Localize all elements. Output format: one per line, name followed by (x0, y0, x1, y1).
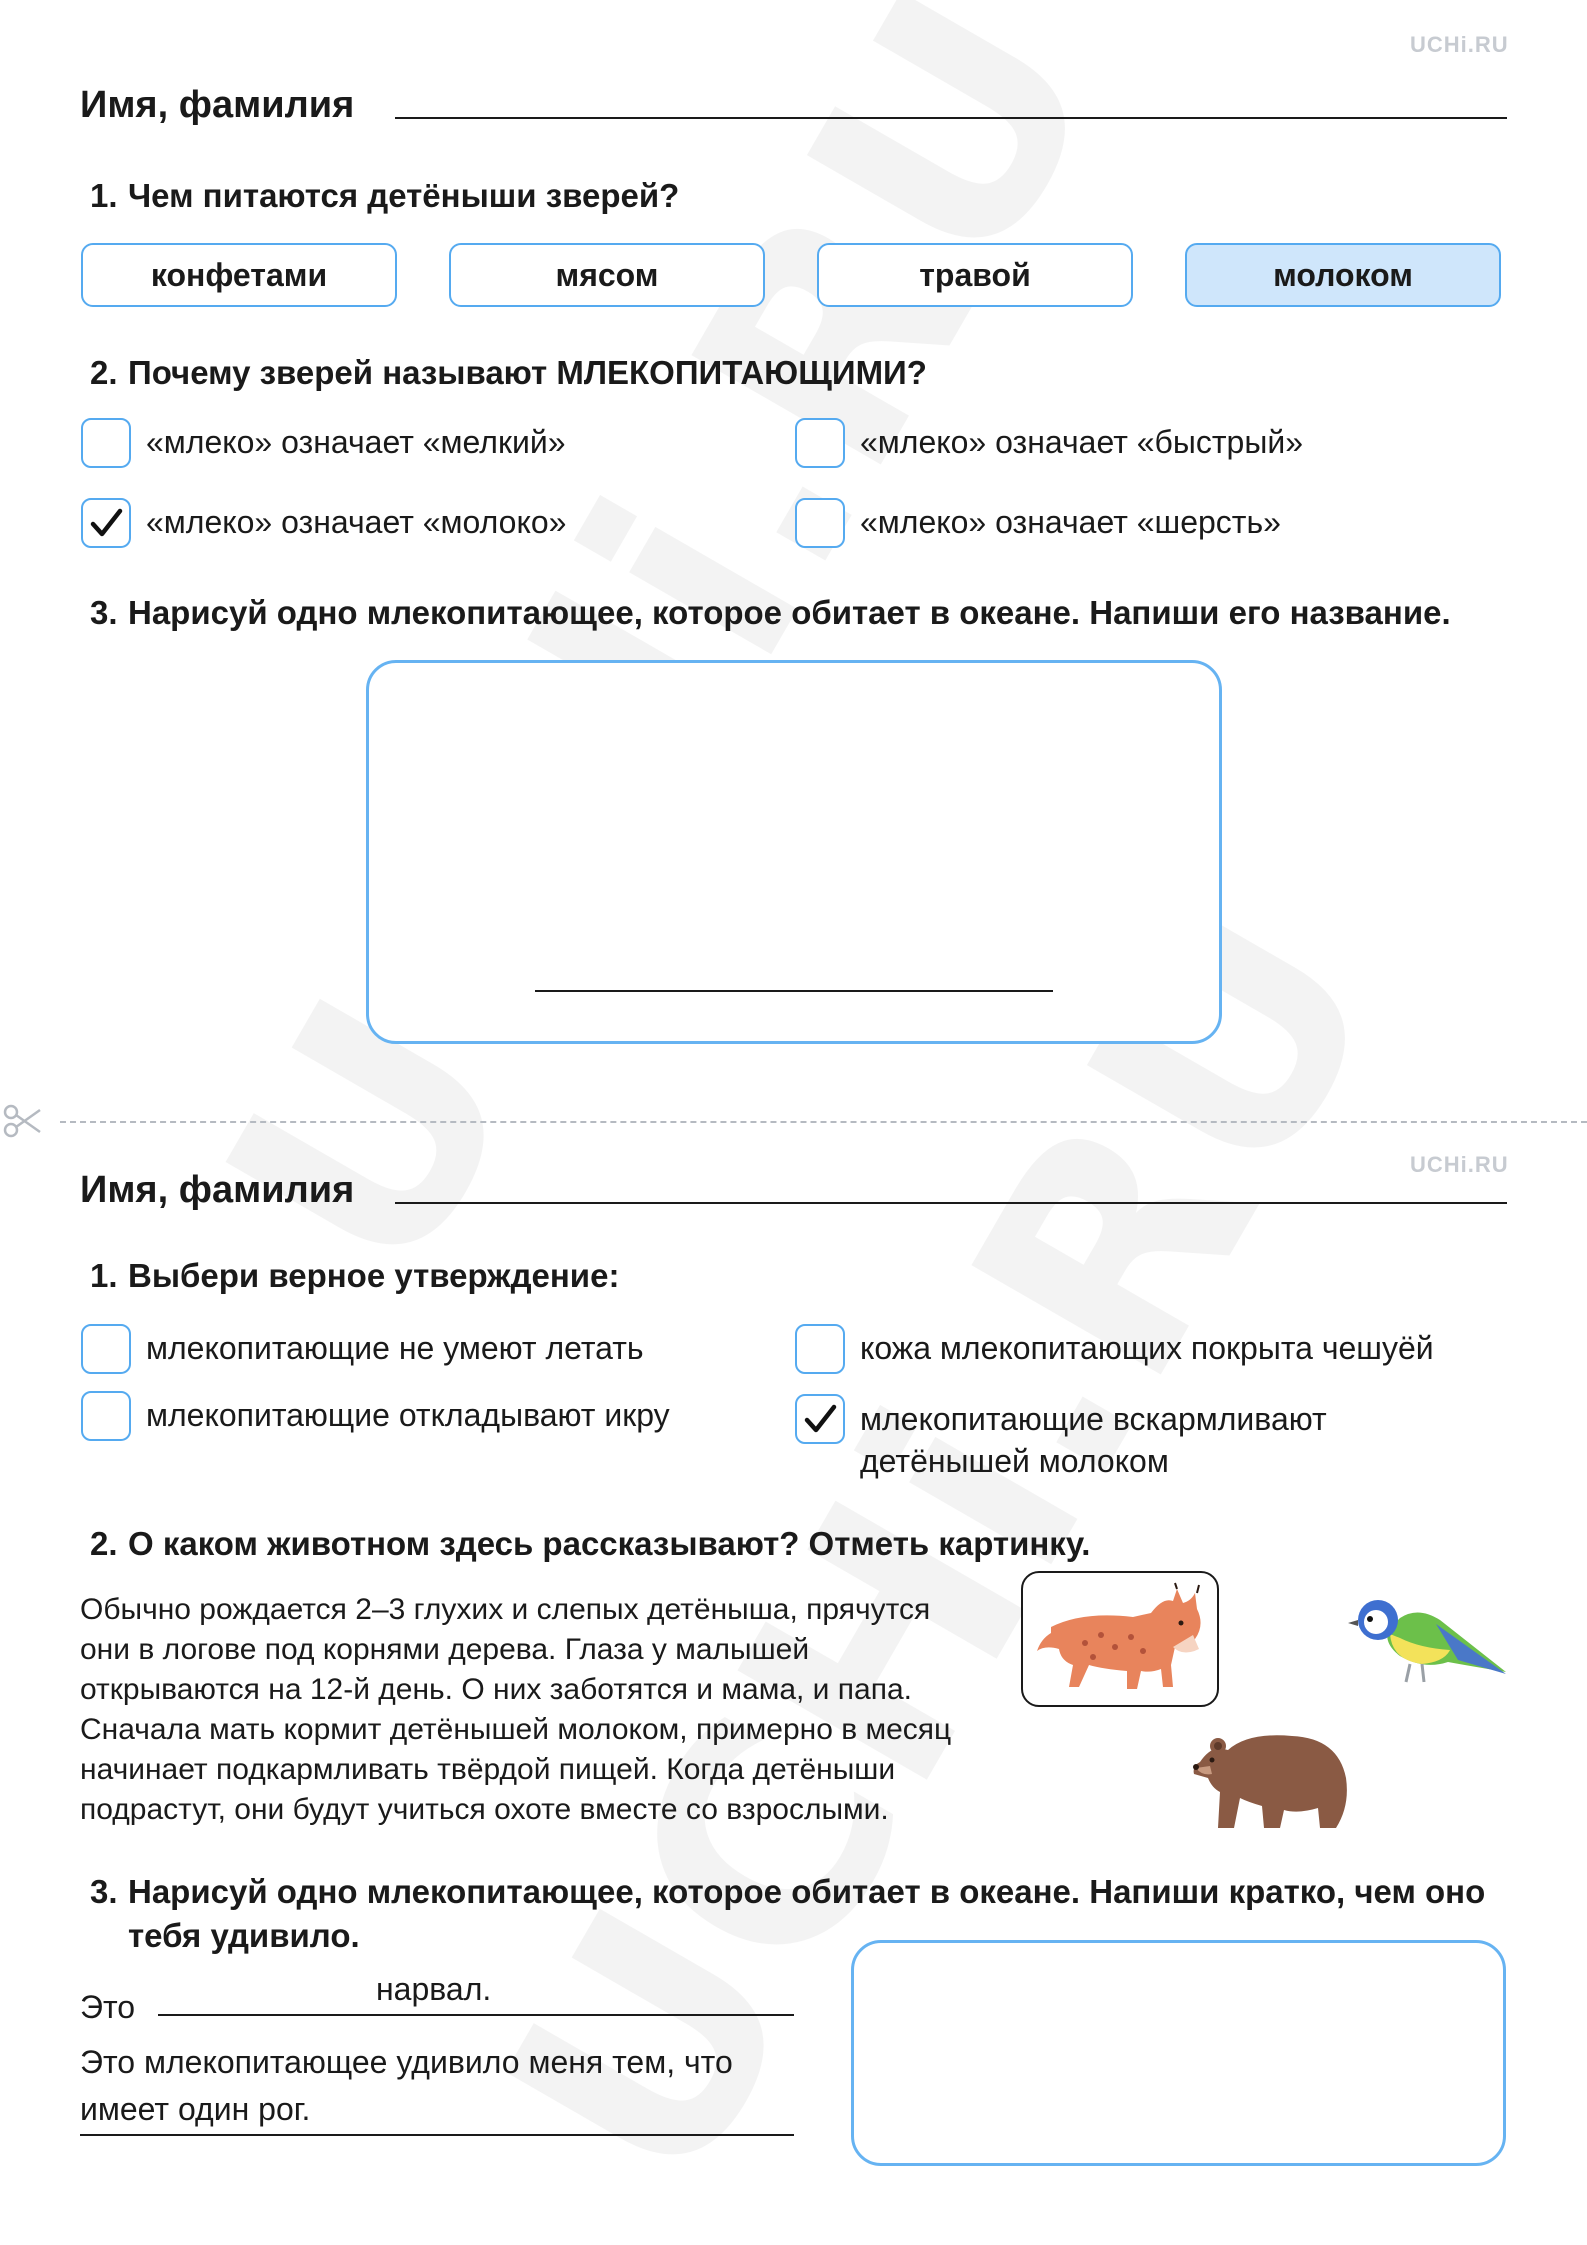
name-label: Имя, фамилия (80, 84, 355, 126)
question-2 (90, 351, 927, 395)
question-text: Нарисуй одно млекопитающее, которое обитает в океане. Напиши его название. (128, 594, 1451, 631)
question-number: 1. (90, 1257, 118, 1294)
question-number: 3. (90, 594, 118, 631)
answer-option-2[interactable]: мясом (449, 243, 765, 307)
answer-line[interactable] (158, 2014, 794, 2016)
picture-option-lynx-selected[interactable] (1021, 1571, 1219, 1707)
answer-option-3[interactable]: травой (817, 243, 1133, 307)
checkbox-label: «млеко» означает «мелкий» (146, 424, 566, 460)
answer-line[interactable] (80, 2134, 794, 2136)
question-text: О каком животном здесь рассказывают? Отметь картинку. (128, 1525, 1091, 1562)
checkbox-label: «млеко» означает «быстрый» (860, 424, 1303, 460)
bird-icon[interactable] (1340, 1590, 1510, 1690)
checkbox-checked[interactable] (81, 498, 131, 548)
bear-icon[interactable] (1188, 1728, 1354, 1832)
question-1 (90, 1254, 619, 1298)
checkbox-label: «млеко» означает «молоко» (146, 504, 567, 540)
name-label: Имя, фамилия (80, 1169, 355, 1211)
answer-option-4-selected[interactable]: молоком (1185, 243, 1501, 307)
checkbox-label: млекопитающие не умеют летать (146, 1330, 644, 1366)
checkbox[interactable] (795, 498, 845, 548)
name-line[interactable] (395, 1202, 1507, 1204)
name-line[interactable] (395, 117, 1507, 119)
story-paragraph: Обычно рождается 2–3 глухих и слепых детёныша, прячутся они в логове под корнями дерева. Глаза у малышей открываются на 12-й день. О них заботятся и мама, и папа. Сначала мать кормит детёнышей молоком, примерно в месяц начинает подкармливать твёрдой пищей. Когда детёныши подрастут, они будут учиться охоте вместе со взрослыми. (80, 1593, 952, 1826)
drawing-area[interactable] (851, 1940, 1506, 2166)
answer-option-1[interactable]: конфетами (81, 243, 397, 307)
question-number: 1. (90, 177, 118, 214)
logo: UCHi.RU (1410, 1152, 1509, 1177)
answer-reason-value[interactable]: имеет один рог. (80, 2091, 311, 2127)
answer-reason-prefix: Это млекопитающее удивило меня тем, что (80, 2044, 733, 2080)
question-text: Нарисуй одно млекопитающее, которое обитает в океане. Напиши кратко, чем оно тебя удивило. (128, 1873, 1486, 1954)
scissors-icon (2, 1104, 42, 1138)
question-3 (90, 591, 1451, 635)
checkbox-label: млекопитающие откладывают икру (146, 1397, 670, 1433)
question-2 (90, 1522, 1090, 1566)
checkmark-icon (801, 1400, 839, 1438)
question-text: Почему зверей называют МЛЕКОПИТАЮЩИМИ? (128, 354, 927, 391)
checkbox[interactable] (795, 418, 845, 468)
checkmark-icon (87, 504, 125, 542)
question-1 (90, 174, 679, 218)
checkbox-label: «млеко» означает «шерсть» (860, 504, 1281, 540)
answer-line[interactable] (535, 990, 1053, 992)
checkbox[interactable] (81, 418, 131, 468)
drawing-area[interactable] (366, 660, 1222, 1044)
checkbox[interactable] (81, 1324, 131, 1374)
answer-name-value[interactable]: нарвал. (376, 1971, 492, 2007)
logo: UCHi.RU (1410, 32, 1509, 57)
lynx-icon (1023, 1573, 1217, 1705)
checkbox[interactable] (81, 1391, 131, 1441)
checkbox-label: кожа млекопитающих покрыта чешуёй (860, 1330, 1434, 1366)
question-number: 2. (90, 1525, 118, 1562)
checkbox-label: млекопитающие вскармливают детёнышей молоком (860, 1401, 1327, 1479)
cut-line (60, 1121, 1587, 1123)
question-text: Выбери верное утверждение: (128, 1257, 620, 1294)
question-number: 3. (90, 1873, 118, 1910)
answer-prefix: Это (80, 1989, 136, 2025)
checkbox-checked[interactable] (795, 1394, 845, 1444)
question-number: 2. (90, 354, 118, 391)
question-text: Чем питаются детёныши зверей? (128, 177, 680, 214)
checkbox[interactable] (795, 1324, 845, 1374)
